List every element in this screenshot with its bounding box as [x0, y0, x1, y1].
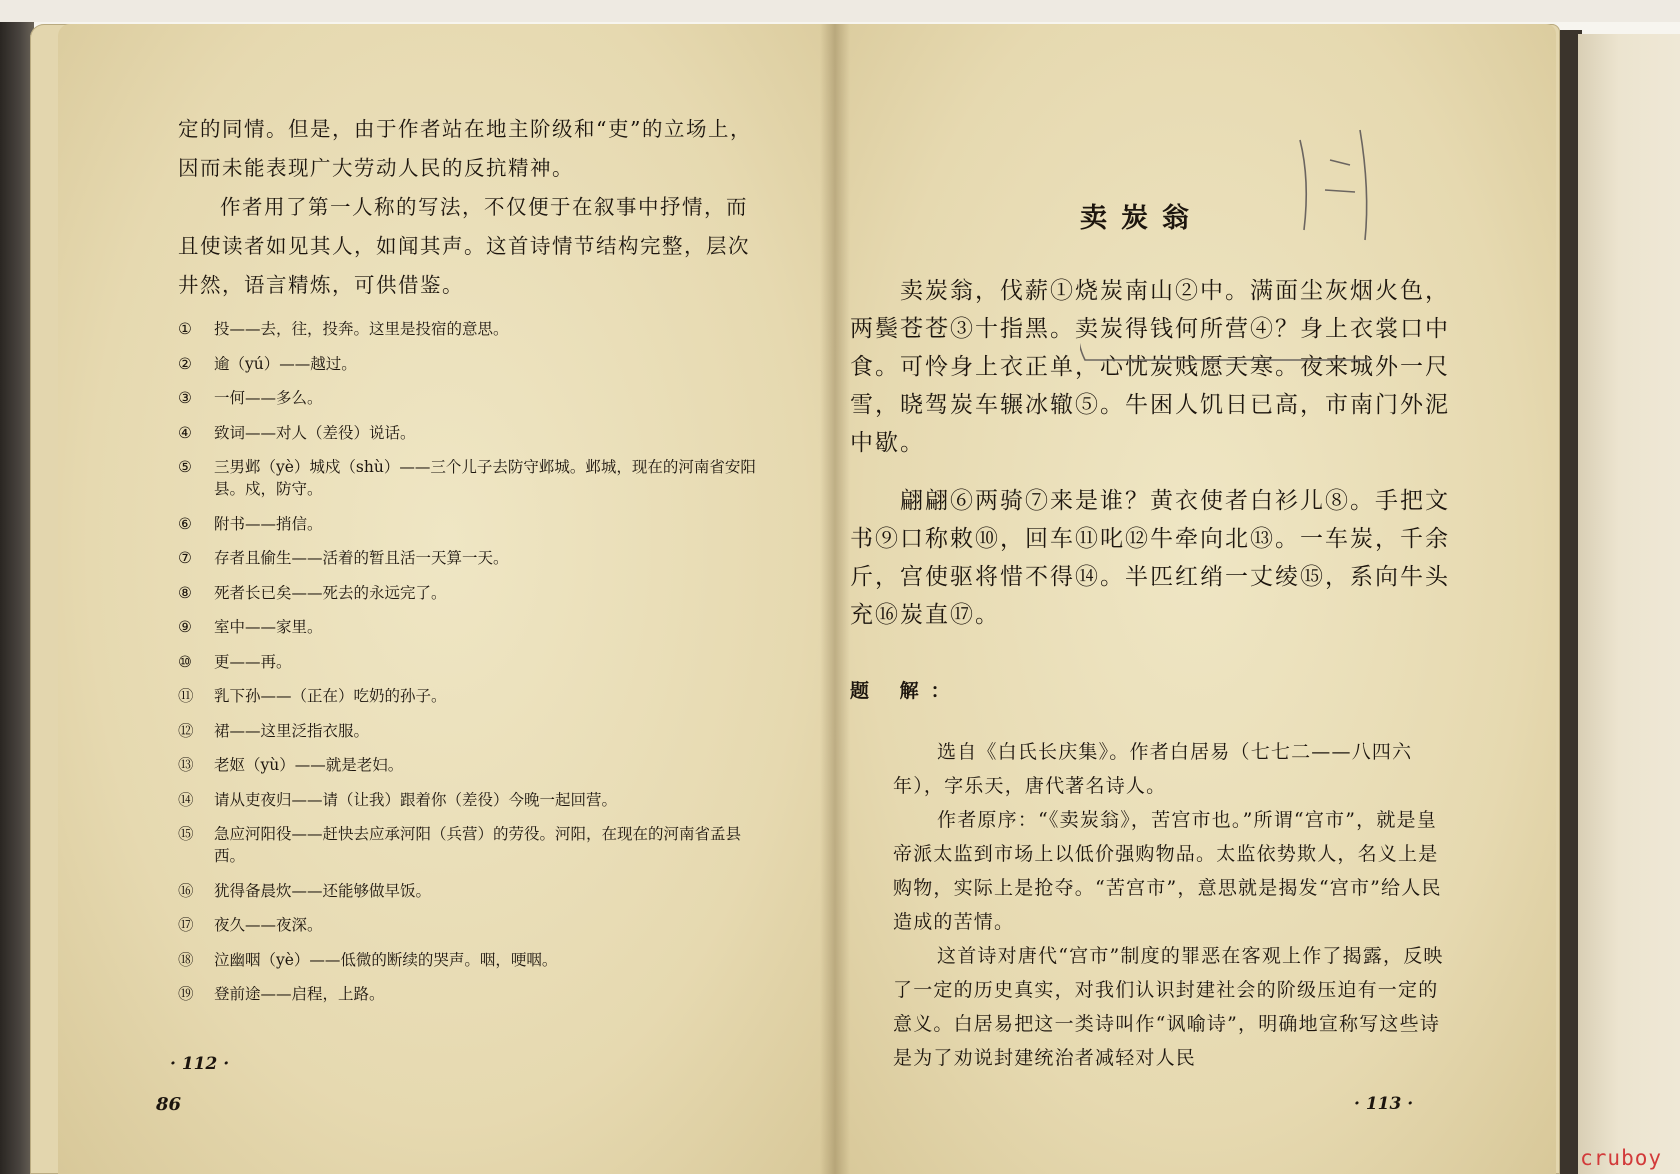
footnote-item: ⑱ 泣幽咽（yè）——低微的断续的哭声。咽，哽咽。: [178, 950, 558, 969]
footnote-item: ④ 致词——对人（差役）说话。: [178, 423, 416, 442]
footnote-item: ⑪ 乳下孙——（正在）吃奶的孙子。: [178, 687, 447, 705]
footnote-item: ⑲ 登前途——启程，上路。: [178, 985, 385, 1003]
poem-stanza-1: 卖炭翁，伐薪①烧炭南山②中。满面尘灰烟火色，两鬓苍苍③十指黑。卖炭得钱何所营④？身上衣裳口中食。可怜身上衣正单，心忧炭贱愿天寒。夜来城外一尺雪，晓驾炭车辗冰辙⑤。牛困人饥日已高，市南门外泥中歇。: [850, 278, 1450, 456]
footnote-item: ⑮ 急应河阳役——赶快去应承河阳（兵营）的劳役。河阳，在现在的河南省孟县西。: [178, 825, 742, 865]
footnote-list: [178, 318, 758, 1018]
footnote-item: ① 投——去，往，投奔。这里是投宿的意思。: [178, 320, 509, 338]
footnote-item: ⑧ 死者长已矣——死去的永远完了。: [178, 583, 447, 602]
poem-stanza-2: 翩翩⑥两骑⑦来是谁？黄衣使者白衫儿⑧。手把文书⑨口称敕⑩，回车⑪叱⑫牛牵向北⑬。一车炭，千余斤，宫使驱将惜不得⑭。半匹红绡一丈绫⑮，系向牛头充⑯炭直⑰。: [850, 488, 1450, 628]
left-page-number: · 112 ·: [170, 1054, 230, 1074]
section-heading: 题 解：: [850, 680, 962, 702]
adjacent-page: [1578, 34, 1680, 1174]
left-paragraph-2: 作者用了第一人称的写法，不仅便于在叙事中抒情，而且使读者如见其人，如闻其声。这首诗情节结构完整，层次井然，语言精炼，可供借鉴。: [178, 195, 750, 297]
footnote-item: ③ 一何——多么。: [178, 389, 323, 407]
scanner-bed-left: [0, 22, 34, 1174]
footnote-item: ⑰ 夜久——夜深。: [178, 916, 323, 934]
footnote-item: ⑨ 室中——家里。: [178, 618, 323, 636]
footnote-item: ② 逾（yú）——越过。: [178, 354, 357, 373]
book-gutter: [820, 24, 850, 1174]
footnote-item: ⑤ 三男邺（yè）城戍（shù）——三个儿子去防守邺城。邺城，现在的河南省安阳县。戍，防守。: [178, 458, 756, 498]
pencil-annotation-icon: [1270, 120, 1430, 270]
scanner-bed-top: [0, 0, 1680, 22]
intro-paragraph-2: 作者原序：“《卖炭翁》，苦宫市也。”所谓“宫市”，就是皇帝派太监到市场上以低价强购物品。太监依势欺人，名义上是购物，实际上是抢夺。“苦宫市”，意思就是揭发“宫市”给人民造成的苦情。: [893, 809, 1442, 933]
right-page-number: · 113 ·: [1354, 1094, 1414, 1114]
footnote-item: ⑭ 请从吏夜归——请（让我）跟着你（差役）今晚一起回营。: [178, 790, 618, 809]
watermark: cruboy: [1580, 1146, 1662, 1170]
footnote-item: ⑯ 犹得备晨炊——还能够做早饭。: [178, 881, 432, 900]
footnote-item: ⑫ 裙——这里泛指衣服。: [178, 721, 370, 740]
footnote-item: ⑩ 更——再。: [178, 652, 292, 671]
pencil-bracket-icon: [1080, 310, 1380, 370]
footnote-item: ⑬ 老妪（yù）——就是老妇。: [178, 756, 404, 774]
old-page-number: 86: [156, 1094, 182, 1115]
intro-paragraph-1: 选自《白氏长庆集》。作者白居易（七七二——八四六年），字乐天，唐代著名诗人。: [893, 741, 1413, 797]
footnote-item: ⑥ 附书——捎信。: [178, 514, 323, 533]
poem-title: 卖炭翁: [1080, 203, 1203, 234]
footnote-item: ⑦ 存者且偷生——活着的暂且活一天算一天。: [178, 549, 509, 567]
intro-paragraph-3: 这首诗对唐代“宫市”制度的罪恶在客观上作了揭露，反映了一定的历史真实，对我们认识封建社会的阶级压迫有一定的意义。白居易把这一类诗叫作“讽喻诗”，明确地宣称写这些诗是为了劝说封建统治者减轻对人民: [893, 945, 1444, 1069]
left-paragraph-1: 定的同情。但是，由于作者站在地主阶级和“吏”的立场上，因而未能表现广大劳动人民的反抗精神。: [178, 117, 752, 180]
